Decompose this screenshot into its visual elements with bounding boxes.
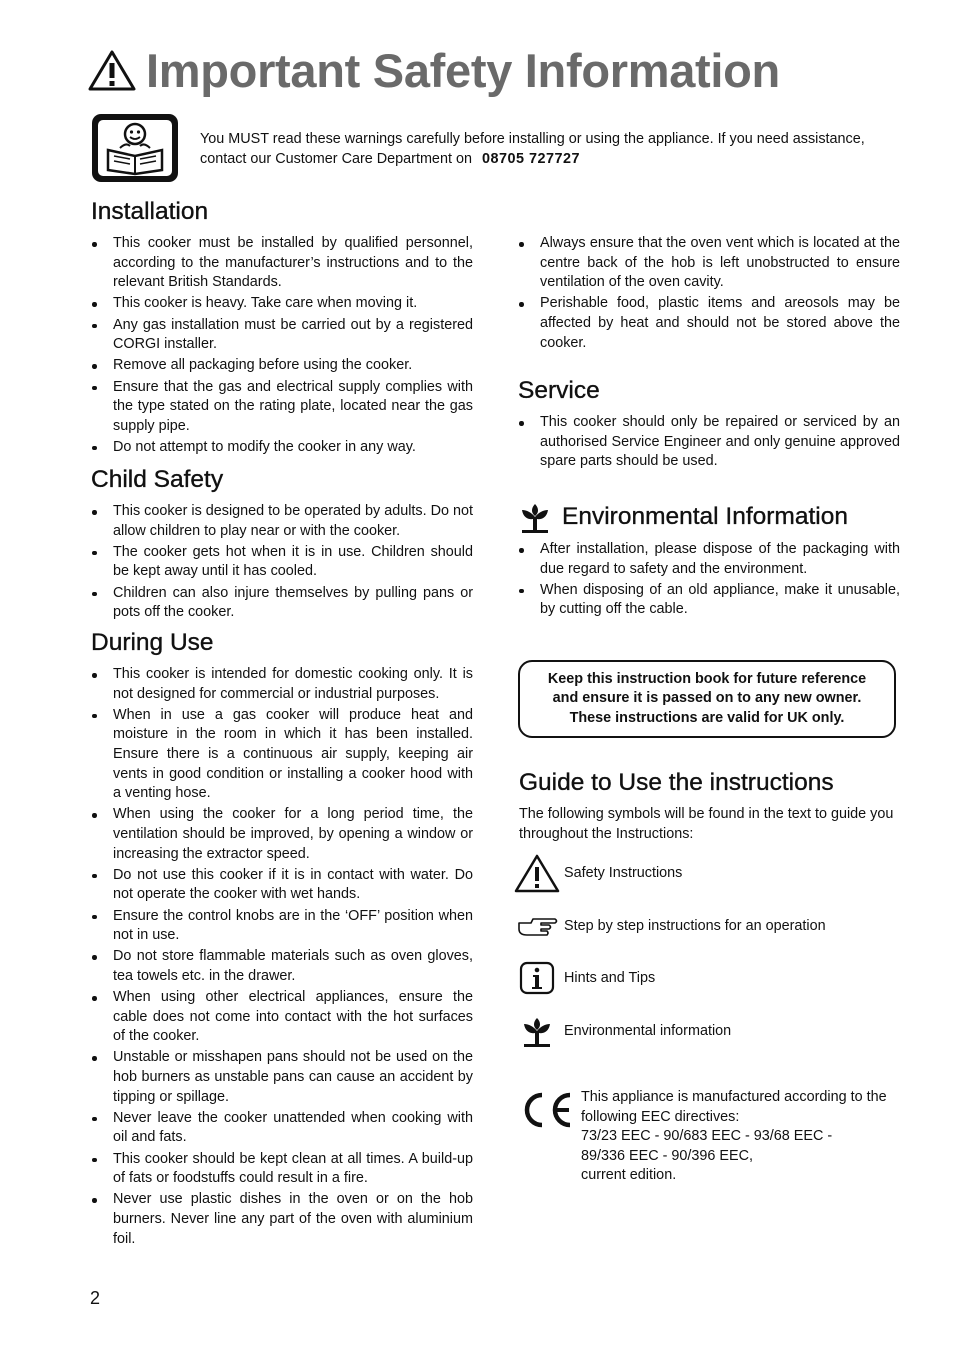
info-icon	[519, 961, 555, 995]
list-item: Any gas installation must be carried out by a registered CORGI installer.	[91, 316, 473, 355]
service-list	[518, 413, 900, 472]
guide-section	[519, 769, 901, 844]
installation-list	[91, 234, 473, 458]
list-item: This cooker should be kept clean at all times. A build-up of fats or foodstuffs could result in a fire.	[91, 1150, 473, 1189]
warning-triangle-icon	[514, 853, 560, 893]
notice-line-3: These instructions are valid for UK only.	[569, 709, 845, 726]
customer-care-phone: 08705 727727	[481, 151, 580, 167]
environmental-section	[518, 500, 900, 622]
list-item: When using the cooker for a long period time, the ventilation should be improved, by opening a window or increasing the extractor speed.	[91, 805, 473, 864]
symbol-label: Safety Instructions	[564, 865, 683, 881]
symbol-label: Environmental information	[564, 1023, 732, 1039]
ce-line: 89/336 EEC - 90/396 EEC,	[581, 1147, 753, 1164]
flower-icon	[520, 1014, 554, 1048]
list-item: Remove all packaging before using the cooker.	[91, 356, 473, 376]
list-item: When disposing of an old appliance, make it unusable, by cutting off the cable.	[518, 581, 900, 620]
list-item: Children can also injure themselves by pulling pans or pots off the cooker.	[91, 584, 473, 623]
list-item: Never leave the cooker unattended when cooking with oil and fats.	[91, 1109, 473, 1148]
environmental-heading: Environmental Information	[562, 503, 848, 530]
list-item: Ensure the control knobs are in the ‘OFF’ position when not in use.	[91, 907, 473, 946]
guide-heading: Guide to Use the instructions	[519, 769, 834, 796]
list-item: Ensure that the gas and electrical supply complies with the type stated on the rating plate, located near the gas supply pipe.	[91, 378, 473, 437]
during-use-section	[91, 629, 473, 1251]
ce-line: current edition.	[581, 1167, 677, 1183]
service-heading: Service	[518, 377, 600, 404]
page-number: 2	[90, 1288, 101, 1308]
list-item: The cooker gets hot when it is in use. Children should be kept away until it has cooled.	[91, 543, 473, 582]
list-item: Always ensure that the oven vent which is located at the centre back of the hob is left unobstructed to ensure ventilation of the oven cavity.	[518, 234, 900, 293]
list-item: Do not use this cooker if it is in contact with water. Do not operate the cooker with wet hands.	[91, 866, 473, 905]
ce-line: following EEC directives:	[581, 1108, 740, 1125]
child-safety-heading: Child Safety	[91, 466, 224, 493]
keep-instructions-notice	[518, 660, 896, 738]
flower-icon	[518, 500, 552, 534]
symbol-row-safety	[514, 851, 682, 895]
list-item: After installation, please dispose of the packaging with due regard to safety and the environment.	[518, 540, 900, 579]
list-item: Never use plastic dishes in the oven or on the hob burners. Never line any part of the oven with aluminium foil.	[91, 1190, 473, 1249]
read-manual-icon	[90, 112, 180, 184]
child-safety-section	[91, 466, 473, 624]
list-item: This cooker should only be repaired or serviced by an authorised Service Engineer and only genuine approved spare parts should be used.	[518, 413, 900, 472]
notice-line-2: and ensure it is passed on to any new owner.	[552, 690, 862, 707]
installation-continued-list	[518, 234, 900, 353]
list-item: This cooker is heavy. Take care when moving it.	[91, 294, 473, 314]
ce-line: This appliance is manufactured according to the	[581, 1089, 887, 1105]
ce-directives	[581, 1088, 906, 1186]
installation-heading: Installation	[91, 198, 209, 225]
guide-intro: The following symbols will be found in the text to guide you throughout the Instructions:	[519, 806, 894, 842]
service-section	[518, 377, 900, 473]
intro-paragraph	[200, 129, 912, 169]
installation-section	[91, 198, 473, 459]
notice-line-1: Keep this instruction book for future reference	[547, 670, 867, 687]
list-item: Do not store flammable materials such as oven gloves, tea towels etc. in the drawer.	[91, 947, 473, 986]
list-item: This cooker is intended for domestic cooking only. It is not designed for commercial or industrial purposes.	[91, 665, 473, 704]
list-item: Do not attempt to modify the cooker in any way.	[91, 438, 473, 458]
ce-line: 73/23 EEC - 90/683 EEC - 93/68 EEC -	[581, 1128, 833, 1144]
intro-text: You MUST read these warnings carefully before installing or using the appliance. If you need assistance, contact our Customer Care Department on	[200, 131, 865, 167]
during-use-list	[91, 665, 473, 1249]
environmental-list	[518, 540, 900, 620]
list-item: When in use a gas cooker will produce heat and moisture in the room in which it has been installed. Ensure there is a continuous air supply, keeping air vents in good condition or installing a cooker hood with a venting hose.	[91, 706, 473, 804]
warning-triangle-icon	[88, 49, 136, 91]
ce-mark-icon	[518, 1090, 574, 1135]
list-item: When using other electrical appliances, ensure the cable does not come into contact with the hot surfaces of the cooker.	[91, 988, 473, 1047]
page-header	[88, 40, 780, 100]
list-item: This cooker is designed to be operated by adults. Do not allow children to play near or with the cooker.	[91, 502, 473, 541]
during-use-heading: During Use	[91, 629, 214, 656]
symbol-label: Hints and Tips	[564, 970, 656, 986]
pointing-hand-icon	[515, 913, 559, 939]
list-item: Perishable food, plastic items and areosols may be affected by heat and should not be stored above the cooker.	[518, 294, 900, 353]
page-title: Important Safety Information	[146, 43, 780, 97]
list-item: This cooker must be installed by qualified personnel, according to the manufacturer’s instructions and to the relevant British Standards.	[91, 234, 473, 293]
symbol-row-hints	[514, 956, 655, 1000]
list-item: Unstable or misshapen pans should not be used on the hob burners as unstable pans can cause an accident by tipping or spillage.	[91, 1048, 473, 1107]
installation-continued	[518, 234, 900, 355]
symbol-label: Step by step instructions for an operation	[564, 918, 826, 934]
symbol-row-steps	[514, 904, 826, 948]
child-safety-list	[91, 502, 473, 623]
symbol-row-environment	[514, 1009, 731, 1053]
